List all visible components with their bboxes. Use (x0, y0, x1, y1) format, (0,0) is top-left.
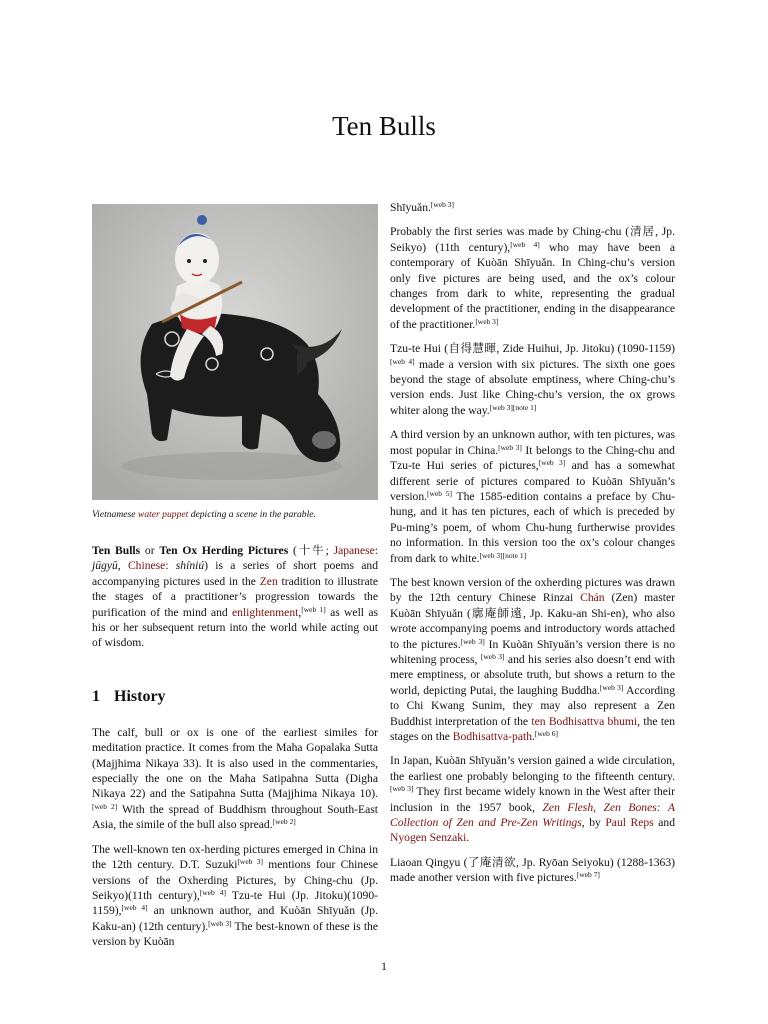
citation[interactable]: [web 5] (427, 488, 452, 498)
citation[interactable]: [web 7] (576, 870, 600, 880)
citation[interactable]: [web 3] (480, 651, 505, 661)
link-enlightenment[interactable]: enlightenment (232, 605, 299, 619)
link-chinese[interactable]: Chinese (127, 559, 166, 573)
page-title: Ten Bulls (332, 111, 436, 141)
citation[interactable]: [web 4] (510, 239, 540, 249)
citation[interactable]: [web 3] (599, 682, 624, 692)
paragraph-ching-chu: Probably the first series was made by Ching-chu (清居, Jp. Seikyo) (11th century),[web 4] who may have been a contemporary of Kuòān Shīyuǎn. In Ching-chu’s version only five pictures are being used, and the ox’s colour changes from dark to white, representing the gradual development of the practitioner, ending in the disappearance of the practitioner.[web 3] (390, 225, 675, 331)
citation[interactable]: [web 6] (534, 729, 559, 738)
figure-caption: Vietnamese water puppet depicting a scene in the parable. (92, 509, 316, 520)
link-water-puppet[interactable]: water puppet (137, 509, 189, 520)
link-chan[interactable]: Chán (580, 591, 605, 605)
right-column (390, 200, 675, 895)
paragraph-tzu-te-hui: Tzu-te Hui (自得慧暉, Zide Huihui, Jp. Jitoku) (1090-1159)[web 4] made a version with six pictures. The sixth one goes beyond the stage of absolute emptiness, where Ching-chu’s version ends. Just like Ching-chu’s version, the ox grows whiter along the way.[web 3][note 1] (390, 342, 675, 417)
water-puppet-image (92, 204, 378, 500)
citation[interactable]: [web 3] (237, 857, 263, 867)
citation[interactable]: [web 3][note 1] (489, 402, 537, 412)
citation[interactable]: [web 3] (430, 200, 455, 209)
link-bodhisattva-path[interactable]: Bodhisattva-path (452, 730, 533, 743)
link-japanese[interactable]: Japanese (333, 544, 375, 557)
citation[interactable]: [web 1] (301, 604, 326, 614)
citation[interactable]: [web 4] (121, 903, 148, 913)
citation[interactable]: [web 4] (199, 887, 227, 897)
link-zen[interactable]: Zen (259, 574, 278, 588)
citation[interactable]: [web 3] (475, 316, 499, 326)
paragraph-continuation: Shīyuǎn.[web 3] (390, 200, 455, 214)
citation[interactable]: [web 3] (208, 918, 232, 928)
citation[interactable]: [web 2] (92, 801, 118, 811)
citation[interactable]: [web 2] (272, 817, 296, 827)
link-ten-bodhisattva-bhumi[interactable]: ten Bodhisattva bhumi (531, 714, 638, 728)
history-paragraph-2: The well-known ten ox-herding pictures emerged in China in the 12th century. D.T. Suzuki[web 3] mentions four Chinese versions of the Oxherding Pictures, by Ching-chu (Jp. Seikyo)(11th century),[web 4] Tzu-te Hui (Jp. Jitoku)(1090-1159),[web 4] an unknown author, and Kuòān Shīyuǎn (Jp. Kaku-an) (12th century).[web 3] The best-known of these is the version by Kuòān (92, 842, 378, 949)
citation[interactable]: [web 3][note 1] (479, 550, 527, 560)
lead-paragraph: Ten Bulls or Ten Ox Herding Pictures (十牛; Japanese: jūgyū, Chinese: shíniú) is a series of short poems and accompanying pictures used in the Zen tradition to illustrate the stages of a practitioner’s progression towards the purification of the mind and enlightenment,[web 1] as well as his or her subsequent return into the world while acting out of wisdom. (92, 544, 379, 650)
paragraph-third-version: A third version by an unknown author, with ten pictures, was most popular in China.[web 3] It belongs to the Ching-chu and Tzu-te Hui series of pictures,[web 3] and has a somewhat different serie of pictures compared to Kuòān Shīyuǎn’s version.[web 5] The 1585-edition contains a preface by Chu-hung, and it has ten pictures, each of which is preceded by Pu-ming’s poem, of whom Chu-hung furtherwise provides no information. In this version too the ox’s colour changes from dark to white.[web 3][note 1] (390, 428, 676, 565)
paragraph-japan: In Japan, Kuòān Shīyuǎn’s version gained a wide circulation, the earliest one probably belonging to the fifteenth century.[web 3] They first became widely known in the West after their inclusion in the 1957 book, Zen Flesh, Zen Bones: A Collection of Zen and Pre-Zen Writings, by Paul Reps and Nyogen Senzaki. (390, 754, 675, 845)
page-number: 1 (381, 961, 387, 973)
citation[interactable]: [web 3] (538, 458, 566, 468)
section-heading-history: 1 History (92, 687, 166, 705)
paragraph-kuoan-version: The best known version of the oxherding pictures was drawn by the 12th century Chinese Rinzai Chán (Zen) master Kuòān Shīyuǎn (廓庵師遠, Jp. Kaku-an Shi-en), who also wrote accompanying poems and introductory words attached to the pictures.[web 3] In Kuòān Shīyuǎn’s version there is no whitening process, [web 3] and his series also doesn’t end with mere emptiness, or absolute truth, but shows a return to the world, depicting Putai, the laughing Buddha.[web 3] According to Chi Kwang Sunim, they may also represent a Zen Buddhist interpretation of the ten Bodhisattva bhumi, the ten stages on the Bodhisattva-path.[web 6] (390, 575, 676, 743)
paragraph-liaoan: Liaoan Qingyu (了庵清欲, Jp. Ryōan Seiyoku) (1288-1363) made another version with five pictures.[web 7] (390, 855, 675, 885)
link-paul-reps[interactable]: Paul Reps (605, 816, 654, 830)
link-zen-flesh-zen-bones[interactable]: Zen Flesh, Zen Bones: A Collection of Zen and Pre-Zen Writings (390, 800, 675, 830)
citation[interactable]: [web 3] (498, 442, 522, 452)
left-column (92, 200, 378, 959)
link-nyogen-senzaki[interactable]: Nyogen Senzaki (390, 831, 467, 845)
citation[interactable]: [web 3] (460, 636, 485, 646)
citation[interactable]: [web 3] (390, 784, 414, 794)
history-paragraph-1: The calf, bull or ox is one of the earliest similes for meditation practice. It comes from the Maha Gopalaka Sutta (Majjhima Nikaya 33). It is also used in the commentaries, especially the one on the Maha Satipahna Sutta (Digha Nikaya 22) and the Satipahna Sutta (Majjhima Nikaya 10).[web 2] With the spread of Buddhism throughout South-East Asia, the simile of the bull also spread.[web 2] (92, 725, 378, 832)
citation[interactable]: [web 4] (390, 356, 415, 366)
figure-water-puppet (92, 204, 378, 500)
